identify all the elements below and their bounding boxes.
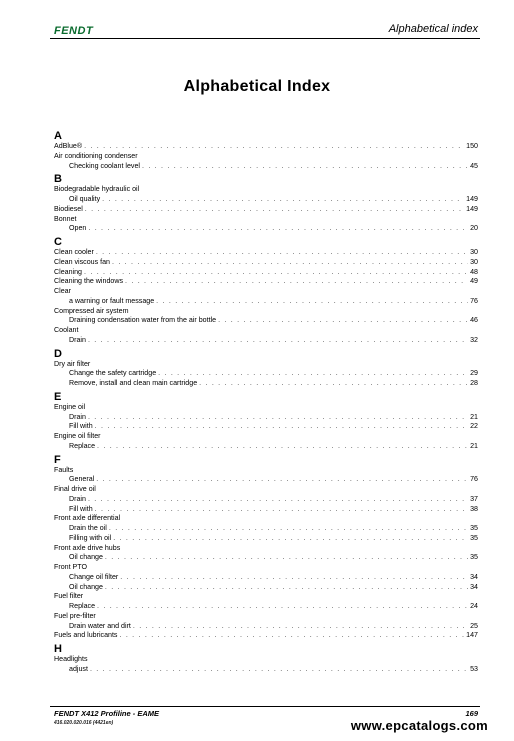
dot-leader — [85, 205, 464, 215]
dot-leader — [96, 475, 468, 485]
entry-text: General — [69, 475, 95, 484]
index-entry — [54, 215, 478, 225]
entry-text: Compressed air system — [54, 306, 129, 315]
entry-text: AdBlue® — [54, 142, 83, 150]
index-subentry — [54, 495, 478, 505]
entry-text: Drain — [69, 335, 86, 344]
index-subentry — [54, 297, 478, 307]
index-entry — [54, 563, 478, 573]
entry-page-number: 34 — [470, 572, 478, 581]
entry-text: Clean cooler — [54, 248, 94, 256]
dot-leader — [97, 602, 468, 612]
index-subentry — [54, 422, 478, 432]
entry-text: Dry air filter — [54, 359, 91, 368]
entry-text: Fill with — [69, 504, 93, 513]
section-letter: A — [54, 130, 62, 142]
index-entry — [54, 592, 478, 602]
dot-leader — [84, 268, 468, 278]
index-entry — [54, 544, 478, 554]
entry-page-number: 35 — [470, 553, 478, 562]
index-entry — [54, 205, 478, 215]
entry-page-number: 21 — [470, 441, 478, 450]
section-letter: B — [54, 173, 62, 186]
page-header — [50, 22, 478, 38]
entry-page-number: 76 — [470, 475, 478, 484]
entry-text: Faults — [54, 465, 74, 474]
index-entry — [54, 258, 478, 268]
dot-leader — [125, 277, 468, 287]
index-entry — [54, 514, 478, 524]
index-subentry — [54, 224, 478, 234]
entry-page-number: 48 — [470, 267, 478, 276]
entry-text: Engine oil — [54, 402, 86, 411]
entry-text: Drain the oil — [69, 524, 107, 532]
entry-page-number: 25 — [470, 621, 478, 630]
section-letter: C — [54, 236, 62, 248]
dot-leader — [88, 224, 468, 234]
entry-page-number: 35 — [470, 533, 478, 542]
dot-leader — [218, 316, 468, 326]
index-subentry — [54, 553, 478, 563]
index-entry — [54, 432, 478, 442]
entry-text: Drain water and dirt — [69, 621, 131, 630]
entry-text: Cleaning the windows — [54, 277, 124, 286]
index-subentry — [54, 369, 478, 379]
index-subentry — [54, 475, 478, 485]
entry-page-number: 32 — [470, 335, 478, 344]
entry-text: Cleaning — [54, 267, 83, 276]
entry-text: Fuel pre-filter — [54, 611, 96, 620]
entry-text: Oil quality — [69, 195, 101, 203]
entry-page-number: 22 — [470, 422, 478, 431]
index-entry — [54, 485, 478, 495]
dot-leader — [199, 379, 468, 389]
watermark: www.epcatalogs.com — [350, 718, 488, 733]
page-number: 169 — [465, 709, 478, 718]
entry-text: Draining condensation water from the air bottle — [69, 316, 217, 325]
entry-text: a warning or fault message — [69, 296, 155, 305]
index-subentry — [54, 379, 478, 389]
index-entry — [54, 307, 478, 317]
dot-leader — [109, 524, 468, 534]
index-subentry — [54, 622, 478, 632]
entry-page-number: 34 — [470, 582, 478, 591]
footer-document-code: 416.020.020.016 (4421en) — [54, 720, 114, 726]
index-subentry — [54, 602, 478, 612]
index-subentry — [54, 583, 478, 593]
index-subentry — [54, 195, 478, 205]
entry-page-number: 30 — [470, 257, 478, 266]
dot-leader — [88, 336, 468, 346]
section-letter: F — [54, 453, 61, 466]
dot-leader — [88, 495, 468, 505]
header-title: Alphabetical index — [388, 23, 478, 35]
entry-text: Fill with — [69, 422, 93, 431]
entry-text: Headlights — [54, 655, 88, 663]
entry-text: Clear — [54, 287, 71, 295]
entry-page-number: 24 — [470, 602, 478, 610]
entry-text: Clean viscous fan — [54, 257, 110, 266]
entry-page-number: 29 — [470, 369, 478, 378]
entry-text: Engine oil filter — [54, 432, 101, 440]
index-subentry — [54, 534, 478, 544]
index-subentry — [54, 336, 478, 346]
entry-text: Filling with oil — [69, 533, 112, 542]
entry-text: Front axle drive hubs — [54, 543, 121, 552]
entry-page-number: 149 — [466, 204, 478, 213]
entry-text: Coolant — [54, 326, 79, 334]
entry-page-number: 45 — [470, 161, 478, 170]
index-subentry — [54, 505, 478, 515]
entry-page-number: 147 — [466, 631, 478, 640]
dot-leader — [102, 195, 464, 205]
index-entry — [54, 142, 478, 152]
section-letter: H — [54, 643, 62, 655]
index-entry — [54, 277, 478, 287]
dot-leader — [133, 622, 468, 632]
index-entry — [54, 248, 478, 258]
entry-page-number: 38 — [470, 504, 478, 513]
dot-leader — [113, 534, 468, 544]
dot-leader — [105, 553, 468, 563]
entry-page-number: 30 — [470, 248, 478, 256]
entry-page-number: 49 — [470, 277, 478, 286]
entry-text: adjust — [69, 664, 88, 673]
dot-leader — [95, 422, 468, 432]
entry-text: Oil change — [69, 582, 103, 591]
entry-text: Fuel filter — [54, 592, 84, 601]
index-subentry — [54, 162, 478, 172]
entry-text: Remove, install and clean main cartridge — [69, 379, 198, 387]
index-entry — [54, 360, 478, 370]
entry-text: Open — [69, 224, 87, 233]
dot-leader — [84, 142, 464, 152]
section-letter: E — [54, 390, 62, 403]
entry-page-number: 76 — [470, 296, 478, 305]
index-subentry — [54, 524, 478, 534]
index-entry — [54, 403, 478, 413]
index-subentry — [54, 442, 478, 452]
entry-text: Final drive oil — [54, 485, 96, 493]
section-letter: D — [54, 347, 62, 360]
entry-page-number: 21 — [470, 412, 478, 421]
dot-leader — [119, 631, 464, 641]
index-entry — [54, 631, 478, 641]
entry-page-number: 149 — [466, 195, 478, 203]
dot-leader — [158, 369, 468, 379]
entry-text: Replace — [69, 602, 96, 610]
index-entry — [54, 612, 478, 622]
dot-leader — [90, 665, 468, 675]
dot-leader — [88, 413, 468, 423]
entry-page-number: 20 — [470, 224, 478, 233]
entry-page-number: 46 — [470, 316, 478, 325]
entry-text: Fuels and lubricants — [54, 631, 118, 640]
entry-text: Front axle differential — [54, 514, 121, 523]
dot-leader — [97, 442, 468, 452]
header-divider — [50, 38, 480, 39]
dot-leader — [105, 583, 468, 593]
index-entry — [54, 268, 478, 278]
dot-leader — [95, 505, 468, 515]
entry-text: Change oil filter — [69, 572, 119, 581]
entry-text: Drain — [69, 412, 86, 421]
entry-text: Bonnet — [54, 214, 77, 223]
entry-text: Change the safety cartridge — [69, 369, 157, 378]
index-entry — [54, 326, 478, 336]
entry-text: Air conditioning condenser — [54, 151, 138, 160]
entry-page-number: 37 — [470, 494, 478, 503]
index-subentry — [54, 413, 478, 423]
page-title: Alphabetical Index — [183, 78, 331, 95]
dot-leader — [156, 297, 468, 307]
alphabetical-index — [54, 128, 478, 675]
index-entry — [54, 287, 478, 297]
index-subentry — [54, 665, 478, 675]
dot-leader — [142, 162, 468, 172]
entry-text: Replace — [69, 441, 96, 450]
dot-leader — [96, 248, 468, 258]
entry-page-number: 53 — [470, 664, 478, 673]
dot-leader — [120, 573, 468, 583]
entry-page-number: 150 — [466, 142, 478, 150]
index-subentry — [54, 316, 478, 326]
fendt-logo: FENDT — [54, 25, 94, 37]
entry-text: Oil change — [69, 553, 103, 562]
index-entry — [54, 466, 478, 476]
index-subentry — [54, 573, 478, 583]
entry-text: Front PTO — [54, 563, 87, 571]
dot-leader — [112, 258, 468, 268]
index-entry — [54, 185, 478, 195]
entry-page-number: 28 — [470, 379, 478, 387]
entry-page-number: 35 — [470, 524, 478, 532]
index-entry — [54, 152, 478, 162]
entry-text: Biodegradable hydraulic oil — [54, 185, 140, 194]
footer-title: FENDT X412 Profiline - EAME — [54, 709, 160, 718]
entry-text: Checking coolant level — [69, 161, 140, 170]
entry-text: Biodiesel — [54, 204, 83, 213]
footer-divider — [50, 706, 480, 707]
entry-text: Drain — [69, 494, 86, 503]
index-entry — [54, 655, 478, 665]
